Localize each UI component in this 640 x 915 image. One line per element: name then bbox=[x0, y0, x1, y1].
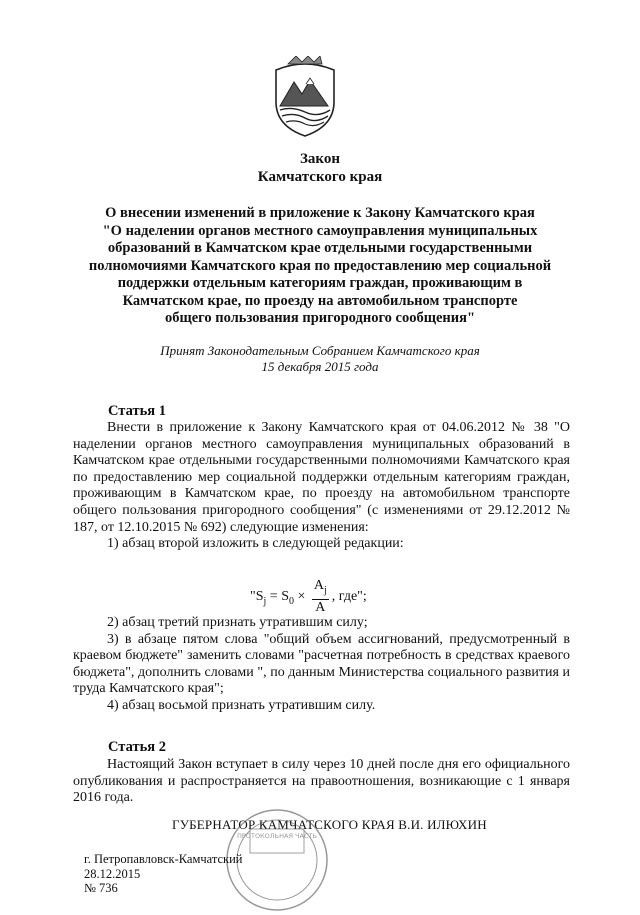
heading-line: общего пользования пригородного сообщения" bbox=[164, 310, 476, 326]
document-footer bbox=[84, 852, 243, 896]
formula-fraction bbox=[312, 578, 329, 616]
formula-lhs: "S bbox=[250, 589, 264, 605]
article-1-body bbox=[73, 420, 570, 553]
coat-of-arms-emblem bbox=[270, 56, 340, 138]
law-title bbox=[60, 150, 580, 186]
stamp-text: ПРОТОКОЛЬНАЯ ЧАСТЬ bbox=[237, 832, 317, 840]
article-1-item-1: 1) абзац второй изложить в следующей редакции: bbox=[107, 536, 404, 552]
title-line-2: Камчатского края bbox=[257, 169, 383, 185]
heading-line: О внесении изменений в приложение к Закону Камчатского края bbox=[105, 205, 535, 221]
heading-line: "О наделении органов местного самоуправления муниципальных bbox=[102, 222, 538, 239]
title-line-1: Закон bbox=[299, 151, 340, 167]
formula-num-sub: j bbox=[324, 584, 327, 596]
formula-denominator: A bbox=[315, 599, 326, 615]
article-1-intro: Внести в приложение к Закону Камчатского края от 04.06.2012 № 38 "О наделении органов местного самоуправления муниципальных образований в Камчатском крае отдельными государственными полномочиями Камчатского края по предоставлению мер социальной поддержки отдельным категориям граждан, проживающим в Камчатском крае, по проезду на автомобильном транспорте общего пользования пригородного сообщения" (с изменениями от 29.12.2012 № 187, от 12.10.2015 № 692) следующие изменения: bbox=[73, 420, 570, 535]
heading-line: поддержки отдельным категориям граждан, проживающим в bbox=[117, 275, 523, 291]
footer-number: № 736 bbox=[84, 881, 118, 895]
adoption-note bbox=[60, 343, 580, 375]
formula-times: × bbox=[293, 589, 309, 605]
formula-eq-sub: 0 bbox=[288, 595, 294, 607]
article-1-items bbox=[73, 615, 570, 715]
formula bbox=[250, 578, 450, 618]
article-1-item-3: 3) в абзаце пятом слова "общий объем ассигнований, предусмотренный в краевом бюджете" заменить словами "расчетная потребность в средствах краевого бюджета", дополнить словами ", по данным Министерства социального развития и труда Камчатского края"; bbox=[73, 631, 570, 697]
law-heading bbox=[60, 205, 580, 328]
article-2-body bbox=[73, 757, 570, 807]
formula-tail: , где"; bbox=[331, 589, 367, 605]
heading-line: Камчатском крае, по проезду на автомобильном транспорте bbox=[122, 292, 518, 309]
article-1-item-2: 2) абзац третий признать утратившим силу; bbox=[107, 615, 368, 630]
governor-signature: ГУБЕРНАТОР КАМЧАТСКОГО КРАЯ В.И. ИЛЮХИН bbox=[172, 817, 487, 832]
article-2-title: Статья 2 bbox=[108, 739, 166, 755]
formula-eq: = S bbox=[266, 589, 289, 605]
formula-num-text: A bbox=[313, 578, 325, 593]
footer-place: г. Петропавловск-Камчатский bbox=[84, 852, 243, 866]
heading-line: образований в Камчатском крае отдельными государственными bbox=[107, 240, 533, 256]
article-1-title: Статья 1 bbox=[108, 403, 166, 419]
article-1-item-4: 4) абзац восьмой признать утратившим силу. bbox=[107, 697, 376, 713]
formula-numerator bbox=[312, 578, 329, 600]
adoption-line-1: Принят Законодательным Собранием Камчатского края bbox=[160, 343, 480, 358]
formula-lhs-sub: j bbox=[263, 595, 267, 607]
article-2-text: Настоящий Закон вступает в силу через 10 дней после дня его официального опубликования и распространяется на правоотношения, возникающие с 1 января 2016 года. bbox=[73, 757, 570, 806]
heading-line: полномочиями Камчатского края по предоставлению мер социальной bbox=[88, 257, 552, 274]
adoption-date: 15 декабря 2015 года bbox=[261, 359, 379, 374]
footer-date: 28.12.2015 bbox=[84, 866, 141, 881]
